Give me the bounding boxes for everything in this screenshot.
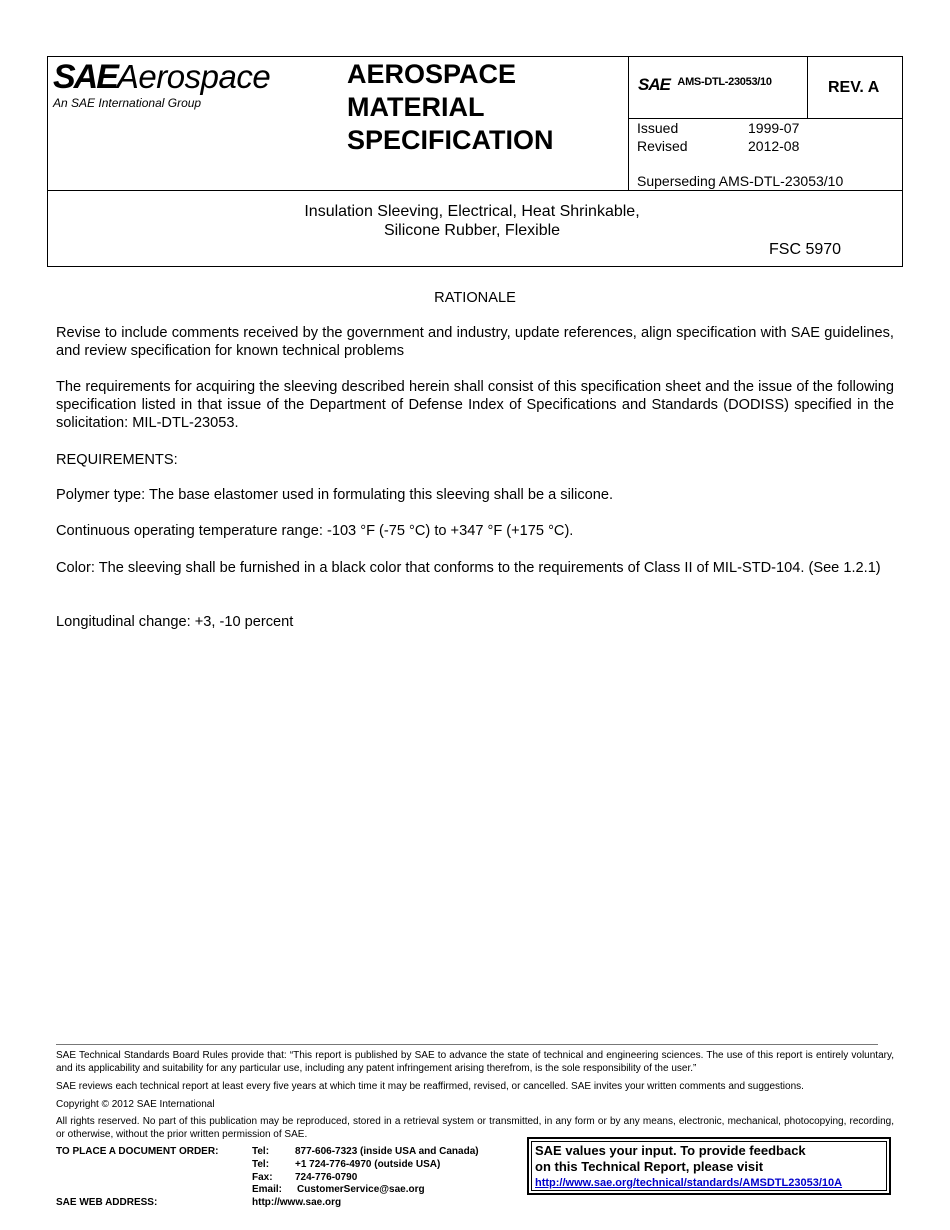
board-rules: SAE Technical Standards Board Rules provide that: “This report is published by SAE to advance the state of technical and engineering sciences. The use of this report is entirely voluntary, and its applicability and suitability for any particular use, including any patent infringement arising therefrom, is the sole responsibility of the user.” (56, 1050, 894, 1074)
spec-title-line: SPECIFICATION (347, 125, 554, 155)
feedback-line: on this Technical Report, please visit (535, 1159, 764, 1174)
subject-line: Insulation Sleeving, Electrical, Heat Shrinkable, (304, 203, 640, 220)
web-label: SAE WEB ADDRESS: (56, 1197, 158, 1208)
doc-number-cell (638, 75, 772, 95)
rationale-heading: RATIONALE (434, 290, 516, 306)
divider (807, 57, 808, 119)
spec-title-line: AEROSPACE (347, 59, 517, 89)
contact-label: Fax: (252, 1172, 273, 1183)
logo-sae-text: SAE (53, 58, 117, 96)
order-label: TO PLACE A DOCUMENT ORDER: (56, 1146, 219, 1157)
rights-notice: All rights reserved. No part of this publication may be reproduced, stored in a retrieval system or transmitted, in any form or by any means, electronic, mechanical, photocopying, recording, or otherwise, without the prior written permission of SAE. (56, 1116, 894, 1140)
revised-value: 2012-08 (748, 138, 800, 154)
subject-title (222, 202, 722, 240)
revision: REV. A (828, 79, 880, 96)
issued-label: Issued (637, 120, 679, 136)
color-requirement: Color: The sleeving shall be furnished in a black color that conforms to the requirements of Class II of MIL-STD-104. (See 1.2.1) (56, 560, 881, 576)
contact-label: Tel: (252, 1146, 270, 1157)
feedback-box (527, 1137, 891, 1195)
divider (628, 57, 629, 190)
temperature-range: Continuous operating temperature range: -103 °F (-75 °C) to +347 °F (+175 °C). (56, 523, 574, 539)
divider (48, 190, 903, 191)
sae-aerospace-logo (53, 58, 270, 97)
feedback-link[interactable]: http://www.sae.org/technical/standards/AMSDTL23053/10A (535, 1177, 843, 1189)
subject-line: Silicone Rubber, Flexible (383, 222, 561, 239)
rationale-text: Revise to include comments received by the government and industry, update references, align specification with SAE guidelines, and review specification for known technical problems (56, 325, 894, 359)
contact-value: +1 724-776-4970 (outside USA) (295, 1159, 441, 1170)
requirements-heading: REQUIREMENTS: (56, 452, 178, 468)
contact-label: Email: (252, 1184, 283, 1195)
acquisition-text: The requirements for acquiring the sleeving described herein shall consist of this specification sheet and the issue of the following specification listed in that issue of the Department of Defense Index of Specifications and Standards (DODISS) specified in the solicitation: MIL-DTL-23053. (56, 379, 894, 431)
review-note: SAE reviews each technical report at least every five years at which time it may be reaffirmed, revised, or cancelled. SAE invites your written comments and suggestions. (56, 1081, 804, 1092)
spec-title-line: MATERIAL (347, 92, 485, 122)
doc-number: AMS-DTL-23053/10 (677, 76, 772, 88)
fsc-code: FSC 5970 (769, 241, 842, 258)
spec-title (347, 58, 554, 157)
footer-rule (56, 1044, 878, 1045)
superseding: Superseding AMS-DTL-23053/10 (637, 173, 844, 189)
small-sae-logo: SAE (638, 75, 670, 94)
copyright: Copyright © 2012 SAE International (56, 1099, 215, 1110)
contact-value: 724-776-0790 (295, 1172, 358, 1183)
logo-aerospace-text: Aerospace (116, 58, 271, 95)
issued-value: 1999-07 (748, 120, 800, 136)
contact-label: Tel: (252, 1159, 270, 1170)
longitudinal-change: Longitudinal change: +3, -10 percent (56, 614, 294, 630)
contact-value: 877-606-7323 (inside USA and Canada) (295, 1146, 479, 1157)
polymer-type: Polymer type: The base elastomer used in formulating this sleeving shall be a silicone. (56, 487, 614, 503)
logo-subtitle: An SAE International Group (53, 96, 202, 110)
revised-label: Revised (637, 138, 688, 154)
web-address-link[interactable]: http://www.sae.org (252, 1197, 342, 1208)
email-link[interactable]: CustomerService@sae.org (297, 1184, 425, 1195)
feedback-line: SAE values your input. To provide feedback (535, 1143, 806, 1158)
